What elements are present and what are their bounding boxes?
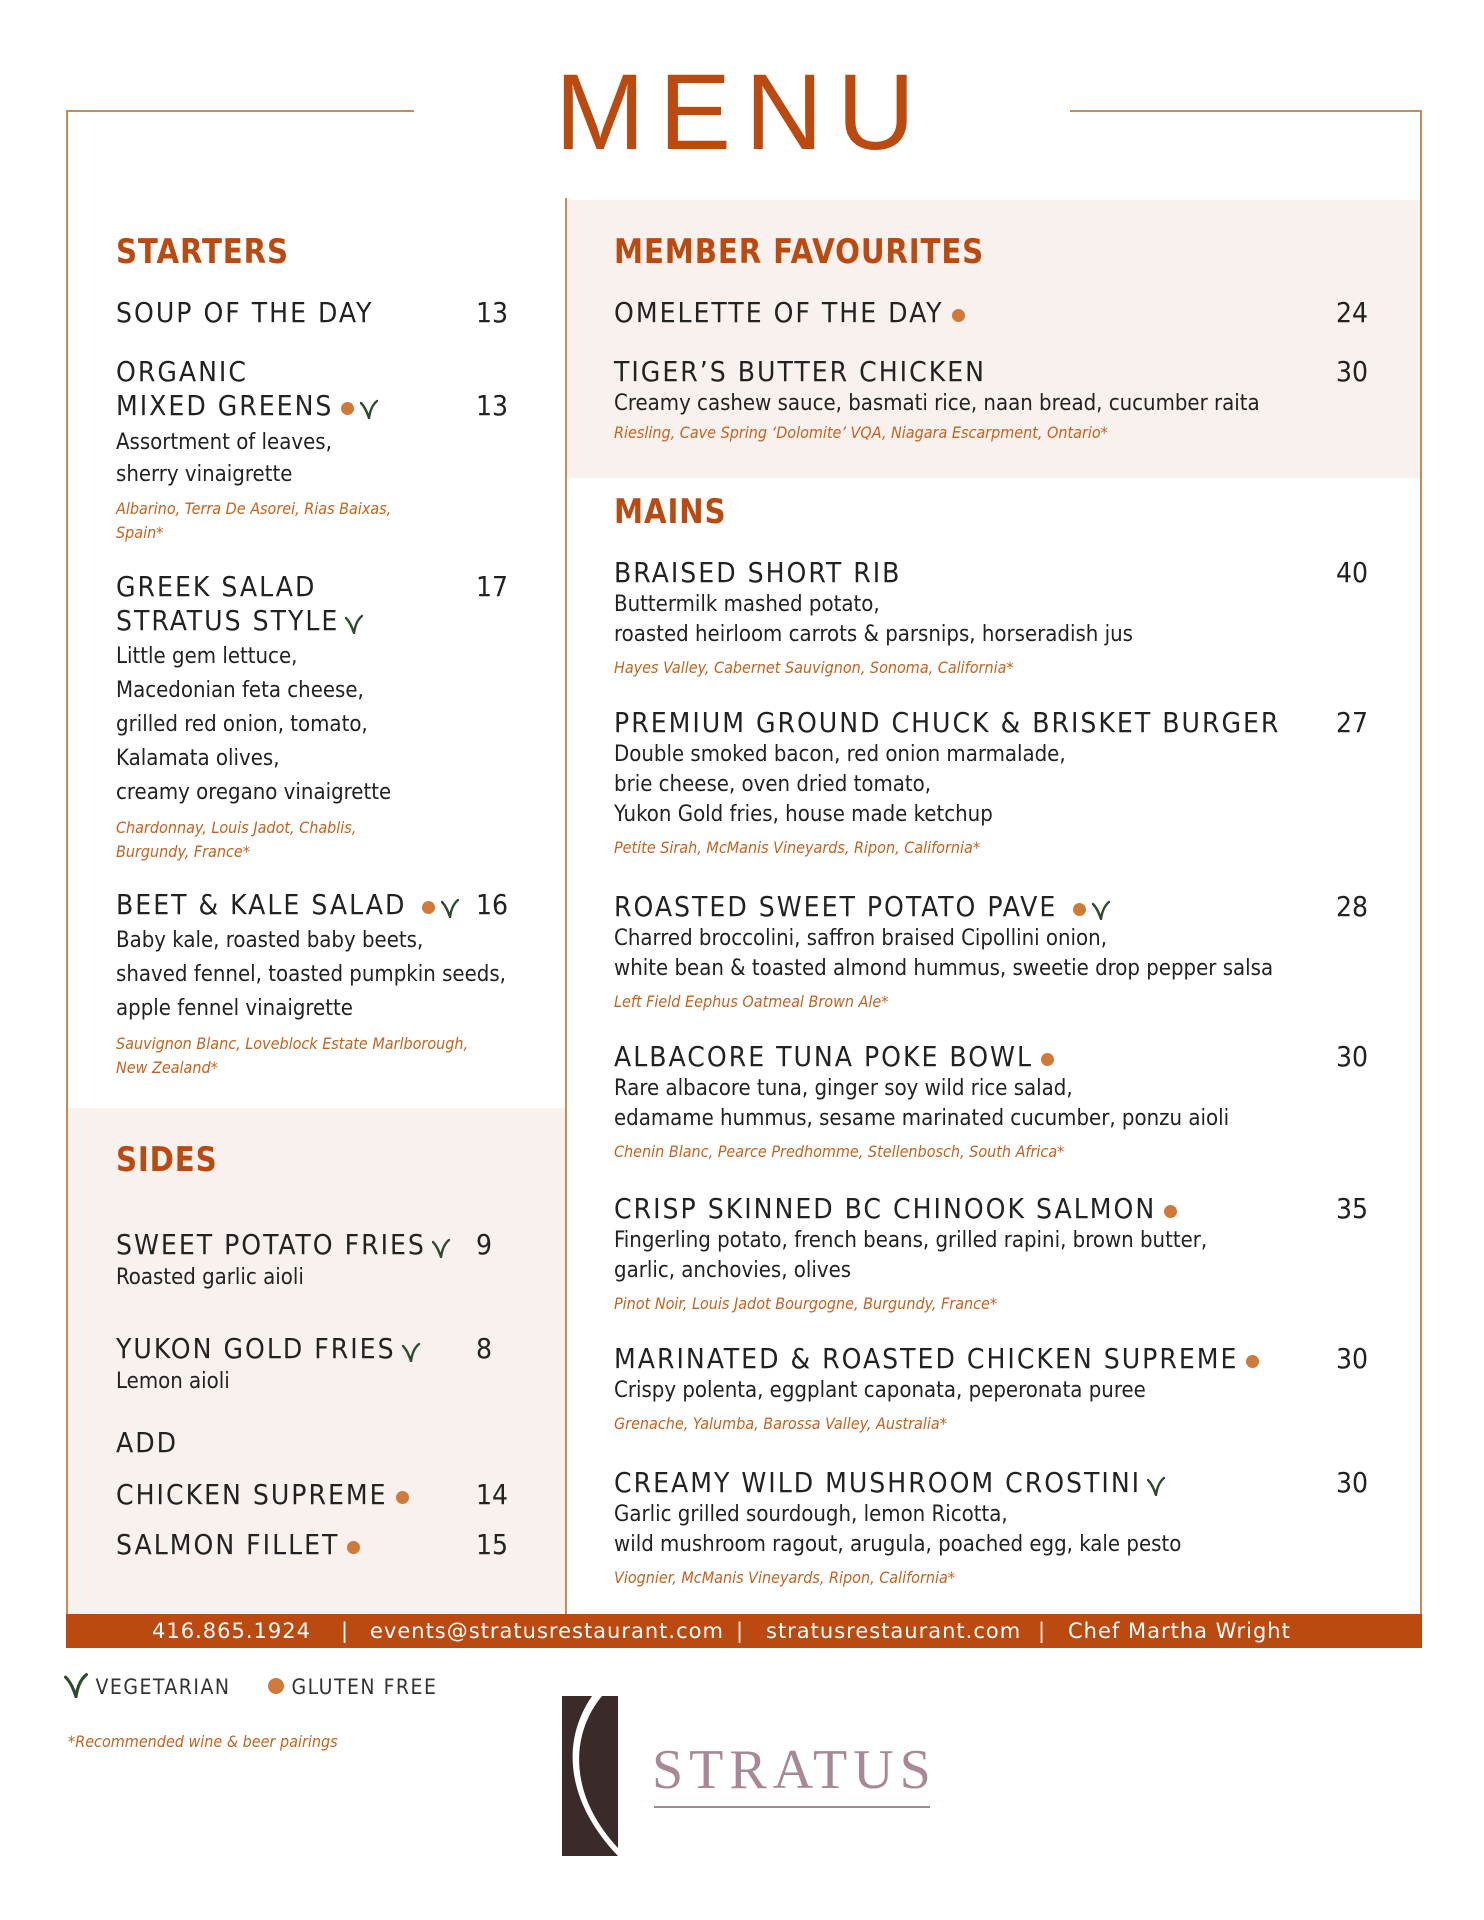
wine-pairing: Hayes Valley, Cabernet Sauvignon, Sonoma, California*: [614, 658, 1014, 677]
wine-pairing: Pinot Noir, Louis Jadot Bourgogne, Burgundy, France*: [614, 1294, 998, 1313]
main-sweet-potato-pave: [614, 890, 1354, 1014]
add-chicken-supreme-price: 14: [476, 1478, 509, 1511]
vegetarian-icon: [345, 614, 363, 634]
website-link[interactable]: stratusrestaurant.com: [766, 1619, 1022, 1643]
add-label: ADD: [116, 1426, 179, 1459]
item-description: Charred broccolini, saffron braised Cipollini onion, white bean & toasted almond hummus, sweetie drop pepper salsa: [614, 926, 1274, 981]
legend: [64, 1672, 437, 1702]
frame-right: [1420, 110, 1422, 1614]
item-name: ALBACORE TUNA POKE BOWL: [614, 1040, 1033, 1073]
gluten-free-icon: [1164, 1205, 1177, 1218]
starter-greek-salad-price: 17: [476, 570, 509, 603]
item-name: CREAMY WILD MUSHROOM CROSTINI: [614, 1466, 1142, 1499]
email-link[interactable]: events@stratusrestaurant.com: [370, 1619, 724, 1643]
favourite-butter-chicken-price: 30: [1336, 355, 1369, 388]
phone-number: 416.865.1924: [152, 1619, 311, 1643]
side-yukon-gold-fries-price: 8: [476, 1332, 493, 1365]
frame-top-left: [66, 110, 414, 112]
item-description: Fingerling potato, french beans, grilled rapini, brown butter, garlic, anchovies, olives: [614, 1228, 1208, 1283]
starter-soup: [116, 296, 511, 330]
gluten-free-icon: [1073, 903, 1086, 916]
item-description: Double smoked bacon, red onion marmalade, brie cheese, oven dried tomato, Yukon Gold fries, house made ketchup: [614, 742, 1066, 827]
starter-greek-salad: [116, 570, 516, 864]
chef-name: Chef Martha Wright: [1068, 1619, 1291, 1643]
wine-pairing: Sauvignon Blanc, Loveblock Estate Marlborough, New Zealand*: [116, 1034, 469, 1077]
stratus-logo-icon: [562, 1696, 618, 1856]
wine-pairing: Albarino, Terra De Asorei, Rias Baixas, Spain*: [116, 499, 392, 542]
wine-pairing: Riesling, Cave Spring ‘Dolomite’ VQA, Niagara Escarpment, Ontario*: [614, 423, 1108, 442]
separator: |: [736, 1619, 745, 1643]
gluten-free-icon: [1246, 1355, 1259, 1368]
item-name: MARINATED & ROASTED CHICKEN SUPREME: [614, 1342, 1239, 1375]
main-tuna-poke: [614, 1040, 1334, 1164]
add-salmon-fillet-price: 15: [476, 1528, 509, 1561]
main-tuna-poke-price: 30: [1336, 1040, 1369, 1073]
vegetarian-icon: [1092, 900, 1110, 920]
main-chinook-salmon-price: 35: [1336, 1192, 1369, 1225]
item-description: Garlic grilled sourdough, lemon Ricotta, wild mushroom ragout, arugula, poached egg, kale pesto: [614, 1502, 1182, 1557]
item-description: Buttermilk mashed potato, roasted heirloom carrots & parsnips, horseradish jus: [614, 592, 1133, 647]
wine-pairing: Viognier, McManis Vineyards, Ripon, California*: [614, 1568, 955, 1587]
contact-bar: [66, 1614, 1422, 1648]
main-burger: [614, 706, 1334, 860]
item-name: BEET & KALE SALAD: [116, 888, 407, 921]
menu-title: MENU: [555, 51, 929, 172]
add-salmon-fillet: [116, 1528, 360, 1562]
item-name: CHICKEN SUPREME: [116, 1478, 388, 1511]
item-name: TIGER’S BUTTER CHICKEN: [614, 355, 986, 388]
item-name: YUKON GOLD FRIES: [116, 1332, 396, 1365]
item-description: Baby kale, roasted baby beets, shaved fennel, toasted pumpkin seeds, apple fennel vinaigrette: [116, 928, 506, 1021]
vegetarian-icon: [360, 399, 378, 419]
brand-underline: [654, 1806, 930, 1808]
item-description: Roasted garlic aioli: [116, 1265, 304, 1290]
item-description: Little gem lettuce, Macedonian feta cheese, grilled red onion, tomato, Kalamata olives, creamy oregano vinaigrette: [116, 644, 392, 805]
vegetarian-icon: [1147, 1476, 1165, 1496]
favourite-omelette-price: 24: [1336, 296, 1369, 329]
vegetarian-icon: [64, 1672, 88, 1698]
item-description: Lemon aioli: [116, 1369, 230, 1394]
gluten-free-icon: [952, 309, 965, 322]
gluten-free-icon: [347, 1541, 360, 1554]
vegetarian-icon: [432, 1238, 450, 1258]
item-name: GREEK SALAD STRATUS STYLE: [116, 570, 340, 637]
main-mushroom-crostini-price: 30: [1336, 1466, 1369, 1499]
starter-soup-price: 13: [476, 296, 509, 329]
separator: |: [341, 1619, 350, 1643]
main-chinook-salmon: [614, 1192, 1334, 1316]
item-name: BRAISED SHORT RIB: [614, 556, 902, 589]
main-chicken-supreme-price: 30: [1336, 1342, 1369, 1375]
item-name: SALMON FILLET: [116, 1528, 340, 1561]
mains-heading: MAINS: [614, 492, 727, 532]
wine-pairing: Petite Sirah, McManis Vineyards, Ripon, California*: [614, 838, 981, 857]
main-sweet-potato-pave-price: 28: [1336, 890, 1369, 923]
gluten-free-icon: [1041, 1053, 1054, 1066]
wine-pairing: Left Field Eephus Oatmeal Brown Ale*: [614, 992, 889, 1011]
frame-top-right: [1070, 110, 1422, 112]
pairing-note: *Recommended wine & beer pairings: [68, 1732, 338, 1751]
item-name: SOUP OF THE DAY: [116, 296, 374, 329]
main-short-rib-price: 40: [1336, 556, 1369, 589]
favourites-heading: MEMBER FAVOURITES: [614, 232, 985, 272]
wine-pairing: Grenache, Yalumba, Barossa Valley, Australia*: [614, 1414, 947, 1433]
favourite-butter-chicken: [614, 355, 1314, 445]
legend-vegetarian: VEGETARIAN: [95, 1675, 231, 1699]
vegetarian-icon: [441, 898, 459, 918]
gluten-free-icon: [396, 1491, 409, 1504]
item-name: OMELETTE OF THE DAY: [614, 296, 944, 329]
wine-pairing: Chenin Blanc, Pearce Predhomme, Stellenbosch, South Africa*: [614, 1142, 1065, 1161]
main-burger-price: 27: [1336, 706, 1369, 739]
wine-pairing: Chardonnay, Louis Jadot, Chablis, Burgundy, France*: [116, 818, 357, 861]
item-description: Creamy cashew sauce, basmati rice, naan bread, cucumber raita: [614, 391, 1260, 416]
separator: |: [1038, 1619, 1047, 1643]
main-chicken-supreme: [614, 1342, 1334, 1436]
item-name: ORGANIC MIXED GREENS: [116, 355, 334, 422]
starter-mixed-greens: [116, 355, 516, 545]
main-short-rib: [614, 556, 1334, 680]
brand-name: STRATUS: [652, 1739, 937, 1801]
item-name: PREMIUM GROUND CHUCK & BRISKET BURGER: [614, 706, 1281, 739]
item-description: Crispy polenta, eggplant caponata, peperonata puree: [614, 1378, 1146, 1403]
favourite-omelette: [614, 296, 965, 330]
main-mushroom-crostini: [614, 1466, 1334, 1590]
add-chicken-supreme: [116, 1478, 409, 1512]
side-sweet-potato-fries-price: 9: [476, 1228, 493, 1261]
sides-heading: SIDES: [116, 1140, 218, 1180]
starter-beet-kale-price: 16: [476, 888, 509, 921]
legend-gluten-free: GLUTEN FREE: [291, 1675, 438, 1699]
item-description: Assortment of leaves, sherry vinaigrette: [116, 430, 332, 487]
gluten-free-icon: [422, 901, 435, 914]
starter-mixed-greens-price: 13: [476, 389, 509, 422]
item-name: CRISP SKINNED BC CHINOOK SALMON: [614, 1192, 1157, 1225]
item-name: SWEET POTATO FRIES: [116, 1228, 426, 1261]
gluten-free-icon: [341, 402, 354, 415]
starters-heading: STARTERS: [116, 232, 289, 272]
item-name: ROASTED SWEET POTATO PAVE: [614, 890, 1058, 923]
gluten-free-icon: [268, 1678, 284, 1694]
item-description: Rare albacore tuna, ginger soy wild rice salad, edamame hummus, sesame marinated cucumber, ponzu aioli: [614, 1076, 1230, 1131]
vegetarian-icon: [402, 1342, 420, 1362]
